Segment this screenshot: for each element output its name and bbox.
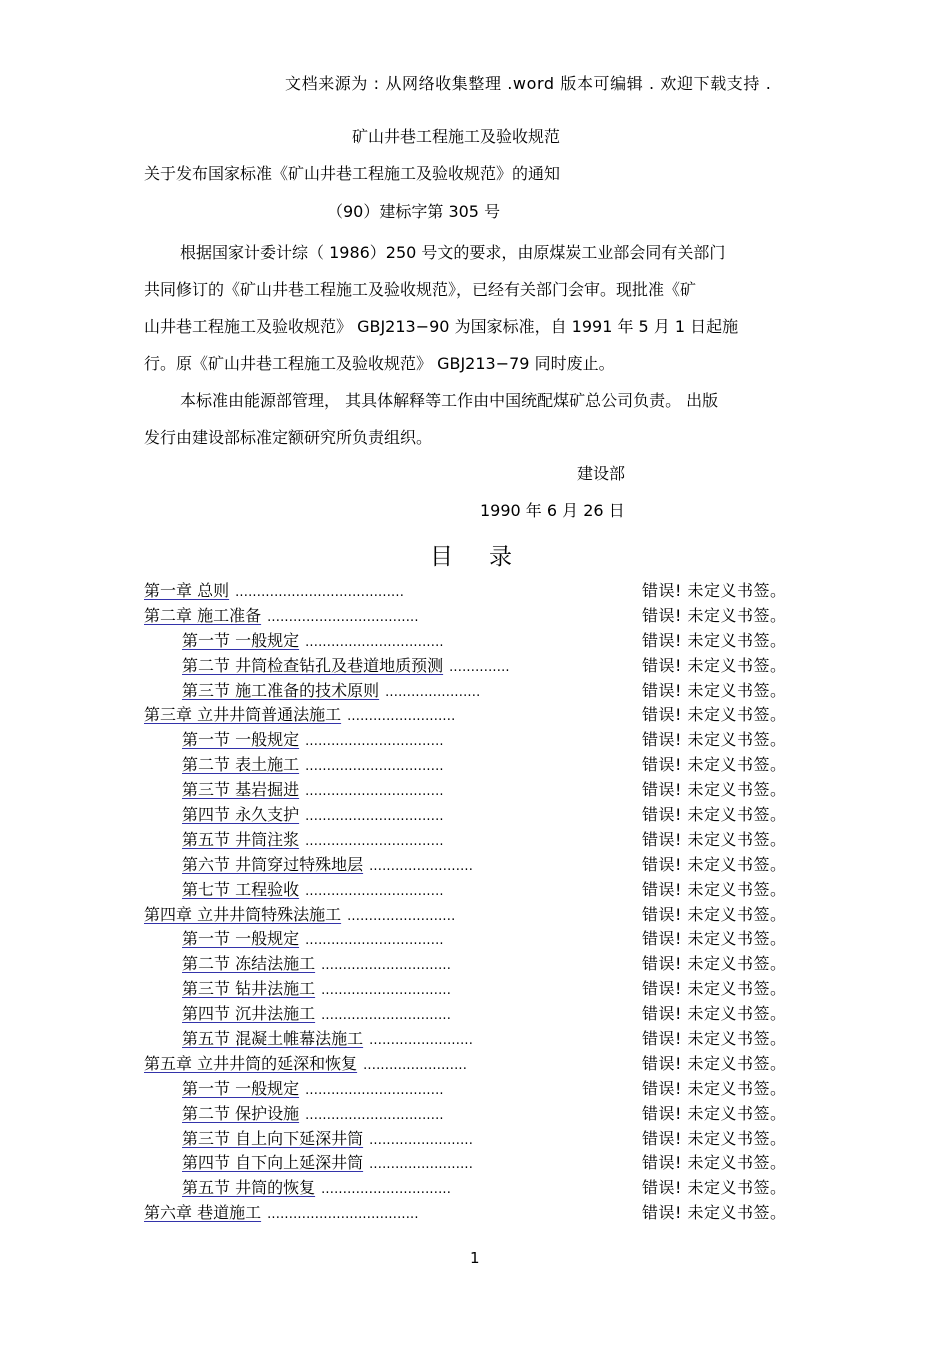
toc-leader-dots: ................................ [305, 634, 444, 650]
toc-leader-dots: ................................ [305, 784, 444, 800]
paragraph-approval [144, 234, 809, 382]
toc-entry [144, 729, 804, 754]
toc-page-ref: 错误! 未定义书签。 [642, 1053, 787, 1073]
paragraph-line: 根据国家计委计综（ 1986）250 号文的要求，由原煤炭工业部会同有关部门 [180, 243, 726, 262]
toc-leader-dots: ................................ [305, 883, 444, 899]
toc-page-ref: 错误! 未定义书签。 [642, 1004, 787, 1024]
toc-page-ref: 错误! 未定义书签。 [642, 630, 787, 650]
toc-leader-dots: .............. [449, 659, 510, 675]
toc-chapter-link[interactable]: 第三章 立井井筒普通法施工 [144, 705, 342, 725]
toc-page-ref: 错误! 未定义书签。 [642, 1029, 787, 1049]
toc-leader-dots: ........................ [369, 1033, 474, 1049]
toc-section-link[interactable]: 第一节 一般规定 [182, 730, 300, 750]
toc-leader-dots: ................................ [305, 759, 444, 775]
toc-entry [144, 804, 804, 829]
signature-organization: 建设部 [577, 464, 626, 483]
signature-date: 1990 年 6 月 26 日 [480, 501, 625, 520]
toc-leader-dots: .............................. [321, 1008, 452, 1024]
toc-page-ref: 错误! 未定义书签。 [642, 979, 787, 999]
toc-section-link[interactable]: 第四节 永久支护 [182, 805, 300, 825]
document-title: 矿山井巷工程施工及验收规范 [352, 127, 561, 146]
toc-leader-dots: ........................ [369, 1157, 474, 1173]
toc-page-ref: 错误! 未定义书签。 [642, 954, 787, 974]
toc-entry [144, 655, 804, 680]
toc-page-ref: 错误! 未定义书签。 [642, 929, 787, 949]
toc-leader-dots: ................................ [305, 809, 444, 825]
toc-page-ref: 错误! 未定义书签。 [642, 1153, 787, 1173]
toc-entry [144, 854, 804, 879]
document-number: （90）建标字第 305 号 [327, 202, 501, 221]
toc-leader-dots: ................................... [267, 1207, 419, 1223]
toc-section-link[interactable]: 第二节 井筒检查钻孔及巷道地质预测 [182, 655, 444, 675]
toc-chapter-link[interactable]: 第二章 施工准备 [144, 605, 262, 625]
toc-entry [144, 978, 804, 1003]
notice-title: 关于发布国家标准《矿山井巷工程施工及验收规范》的通知 [144, 164, 561, 183]
toc-entry [144, 953, 804, 978]
toc-entry [144, 630, 804, 655]
toc-section-link[interactable]: 第二节 表土施工 [182, 755, 300, 775]
toc-page-ref: 错误! 未定义书签。 [642, 1078, 787, 1098]
toc-chapter-link[interactable]: 第一章 总则 [144, 581, 230, 600]
toc-leader-dots: ...................... [385, 684, 481, 700]
toc-leader-dots: ................................... [267, 609, 419, 625]
toc-section-link[interactable]: 第四节 自下向上延深井筒 [182, 1153, 364, 1173]
toc-entry [144, 580, 804, 605]
toc-page-ref: 错误! 未定义书签。 [642, 805, 787, 825]
toc-page-ref: 错误! 未定义书签。 [642, 1103, 787, 1123]
toc-page-ref: 错误! 未定义书签。 [642, 829, 787, 849]
toc-section-link[interactable]: 第四节 沉井法施工 [182, 1004, 316, 1024]
paragraph-management [144, 382, 809, 456]
toc-entry [144, 1202, 804, 1227]
toc-page-ref: 错误! 未定义书签。 [642, 605, 787, 625]
toc-section-link[interactable]: 第五节 井筒的恢复 [182, 1178, 316, 1198]
toc-entry [144, 605, 804, 630]
toc-entry [144, 1078, 804, 1103]
paragraph-line: 共同修订的《矿山井巷工程施工及验收规范》，已经有关部门会审。现批准《矿 [144, 280, 697, 299]
toc-page-ref: 错误! 未定义书签。 [642, 705, 787, 725]
toc-leader-dots: ................................ [305, 1107, 444, 1123]
toc-entry [144, 754, 804, 779]
toc-section-link[interactable]: 第二节 保护设施 [182, 1103, 300, 1123]
toc-section-link[interactable]: 第二节 冻结法施工 [182, 954, 316, 974]
toc-section-link[interactable]: 第一节 一般规定 [182, 929, 300, 949]
toc-page-ref: 错误! 未定义书签。 [642, 879, 787, 899]
toc-entry [144, 680, 804, 705]
toc-page-ref: 错误! 未定义书签。 [642, 581, 787, 600]
toc-chapter-link[interactable]: 第四章 立井井筒特殊法施工 [144, 904, 342, 924]
toc-entry [144, 904, 804, 929]
toc-section-link[interactable]: 第一节 一般规定 [182, 630, 300, 650]
toc-entry [144, 1103, 804, 1128]
toc-leader-dots: ......................... [347, 908, 456, 924]
toc-page-ref: 错误! 未定义书签。 [642, 854, 787, 874]
toc-heading: 目录 [430, 544, 548, 570]
toc-leader-dots: ......................... [347, 709, 456, 725]
toc-leader-dots: ................................ [305, 734, 444, 750]
toc-page-ref: 错误! 未定义书签。 [642, 730, 787, 750]
toc-entry [144, 1177, 804, 1202]
toc-entry [144, 704, 804, 729]
toc-page-ref: 错误! 未定义书签。 [642, 1128, 787, 1148]
page-number: 1 [470, 1249, 480, 1267]
toc-entry [144, 1028, 804, 1053]
toc-leader-dots: ........................ [369, 1132, 474, 1148]
toc-section-link[interactable]: 第六节 井筒穿过特殊地层 [182, 854, 364, 874]
paragraph-line: 行。原《矿山井巷工程施工及验收规范》 GBJ213−79 同时废止。 [144, 354, 615, 373]
toc-leader-dots: ....................................... [235, 585, 405, 600]
toc-section-link[interactable]: 第五节 井筒注浆 [182, 829, 300, 849]
toc-section-link[interactable]: 第三节 自上向下延深井筒 [182, 1128, 364, 1148]
paragraph-line: 发行由建设部标准定额研究所负责组织。 [144, 428, 433, 447]
toc-section-link[interactable]: 第七节 工程验收 [182, 879, 300, 899]
toc-section-link[interactable]: 第三节 施工准备的技术原则 [182, 680, 380, 700]
toc-section-link[interactable]: 第五节 混凝土帷幕法施工 [182, 1029, 364, 1049]
toc-page-ref: 错误! 未定义书签。 [642, 904, 787, 924]
toc-entry [144, 779, 804, 804]
toc-chapter-link[interactable]: 第六章 巷道施工 [144, 1203, 262, 1223]
paragraph-line: 本标准由能源部管理， 其具体解释等工作由中国统配煤矿总公司负责。 出版 [180, 391, 719, 410]
toc-chapter-link[interactable]: 第五章 立井井筒的延深和恢复 [144, 1053, 358, 1073]
toc-entry [144, 928, 804, 953]
toc-section-link[interactable]: 第三节 基岩掘进 [182, 780, 300, 800]
toc-page-ref: 错误! 未定义书签。 [642, 755, 787, 775]
toc-entry [144, 829, 804, 854]
toc-leader-dots: ................................ [305, 933, 444, 949]
toc-leader-dots: .............................. [321, 983, 452, 999]
toc-page-ref: 错误! 未定义书签。 [642, 780, 787, 800]
toc-entry [144, 1053, 804, 1078]
table-of-contents [144, 580, 804, 1227]
page-header: 文档来源为 : 从网络收集整理 .word 版本可编辑 . 欢迎下载支持 . [285, 74, 772, 93]
toc-entry [144, 1128, 804, 1153]
toc-page-ref: 错误! 未定义书签。 [642, 1203, 787, 1223]
toc-page-ref: 错误! 未定义书签。 [642, 680, 787, 700]
toc-leader-dots: .............................. [321, 958, 452, 974]
toc-leader-dots: ................................ [305, 1082, 444, 1098]
toc-page-ref: 错误! 未定义书签。 [642, 655, 787, 675]
toc-leader-dots: .............................. [321, 1182, 452, 1198]
toc-entry [144, 1003, 804, 1028]
toc-page-ref: 错误! 未定义书签。 [642, 1178, 787, 1198]
toc-leader-dots: ................................ [305, 833, 444, 849]
toc-entry [144, 879, 804, 904]
toc-section-link[interactable]: 第三节 钻井法施工 [182, 979, 316, 999]
toc-leader-dots: ........................ [363, 1057, 468, 1073]
paragraph-line: 山井巷工程施工及验收规范》 GBJ213−90 为国家标准，自 1991 年 5 月 1 日起施 [144, 317, 739, 336]
toc-leader-dots: ........................ [369, 858, 474, 874]
toc-entry [144, 1152, 804, 1177]
toc-section-link[interactable]: 第一节 一般规定 [182, 1078, 300, 1098]
